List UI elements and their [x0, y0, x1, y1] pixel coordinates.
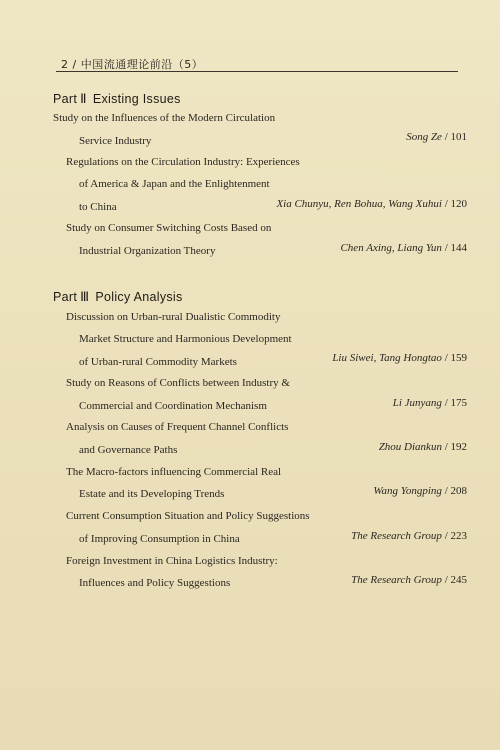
toc-page-number: 223: [450, 530, 467, 542]
toc-author: The Research Group: [351, 574, 442, 586]
toc-entry-line[interactable]: Current Consumption Situation and Policy Suggestions: [66, 510, 310, 522]
toc-entry-line[interactable]: Foreign Investment in China Logistics Industry:: [66, 555, 278, 567]
toc-entry-line[interactable]: Discussion on Urban-rural Dualistic Commodity: [66, 311, 281, 323]
toc-entry-author-page[interactable]: Chen Axing, Liang Yun / 144: [340, 242, 467, 254]
toc-page-number: 175: [450, 397, 467, 409]
toc-entry-author-page[interactable]: The Research Group / 223: [351, 530, 467, 542]
toc-entry-line[interactable]: Industrial Organization Theory: [79, 245, 216, 257]
toc-page-number: 245: [450, 574, 467, 586]
part-label: Part: [53, 290, 78, 304]
running-header: 2 / 中国流通理论前沿（5）: [61, 58, 204, 71]
toc-author: Xia Chunyu, Ren Bohua, Wang Xuhui: [276, 198, 442, 210]
toc-entry-line[interactable]: Analysis on Causes of Frequent Channel Conflicts: [66, 421, 289, 433]
toc-entry-author-page[interactable]: Liu Siwei, Tang Hongtao / 159: [332, 352, 467, 364]
toc-entry-line[interactable]: and Governance Paths: [79, 444, 178, 456]
toc-author: Chen Axing, Liang Yun: [340, 242, 442, 254]
toc-entry-line[interactable]: The Macro-factors influencing Commercial Real: [66, 466, 282, 478]
toc-entry-line[interactable]: Study on the Influences of the Modern Circulation: [53, 112, 276, 124]
toc-entry-line[interactable]: Market Structure and Harmonious Development: [79, 333, 292, 345]
toc-page-number: 144: [450, 242, 467, 254]
part-label: Part: [53, 92, 78, 106]
toc-entry-author-page[interactable]: Wang Yongping / 208: [373, 485, 467, 497]
toc-entry-line[interactable]: Study on Reasons of Conflicts between Industry &: [66, 377, 290, 389]
toc-entry-line[interactable]: Commercial and Coordination Mechanism: [79, 400, 267, 412]
section-heading-part-2: [53, 91, 181, 107]
toc-page-number: 159: [450, 352, 467, 364]
part-numeral: Ⅲ: [80, 289, 90, 304]
toc-entry-line[interactable]: Regulations on the Circulation Industry: Experiences: [66, 156, 300, 168]
toc-entry-author-page[interactable]: Zhou Diankun / 192: [378, 441, 467, 453]
toc-entry-line[interactable]: of Improving Consumption in China: [79, 533, 240, 545]
toc-entry-line[interactable]: Influences and Policy Suggestions: [79, 577, 231, 589]
toc-page-number: 208: [450, 485, 467, 497]
toc-entry-author-page[interactable]: Li Junyang / 175: [392, 397, 467, 409]
part-title: Policy Analysis: [95, 290, 183, 304]
toc-entry-line[interactable]: of America & Japan and the Enlightenment: [79, 178, 270, 190]
toc-entry-author-page[interactable]: Xia Chunyu, Ren Bohua, Wang Xuhui / 120: [276, 198, 467, 210]
toc-entry-line[interactable]: Study on Consumer Switching Costs Based on: [66, 222, 272, 234]
toc-entry-author-page[interactable]: The Research Group / 245: [351, 574, 467, 586]
part-numeral: Ⅱ: [80, 91, 87, 106]
header-rule: [56, 71, 458, 72]
toc-entry-line[interactable]: of Urban-rural Commodity Markets: [79, 356, 237, 368]
toc-entry-line[interactable]: Service Industry: [79, 135, 152, 147]
toc-author: Wang Yongping: [373, 485, 442, 497]
section-heading-part-3: [53, 289, 183, 305]
toc-author: Zhou Diankun: [378, 441, 442, 453]
toc-author: The Research Group: [351, 530, 442, 542]
toc-page-number: 101: [450, 131, 467, 143]
toc-page-number: 120: [450, 198, 467, 210]
toc-entry-author-page[interactable]: Song Ze / 101: [406, 131, 467, 143]
toc-page-number: 192: [450, 441, 467, 453]
part-title: Existing Issues: [92, 92, 181, 106]
toc-entry-line[interactable]: Estate and its Developing Trends: [79, 488, 225, 500]
toc-author: Li Junyang: [392, 397, 442, 409]
toc-author: Liu Siwei, Tang Hongtao: [332, 352, 442, 364]
toc-entry-line[interactable]: to China: [79, 201, 117, 213]
toc-author: Song Ze: [406, 131, 442, 143]
